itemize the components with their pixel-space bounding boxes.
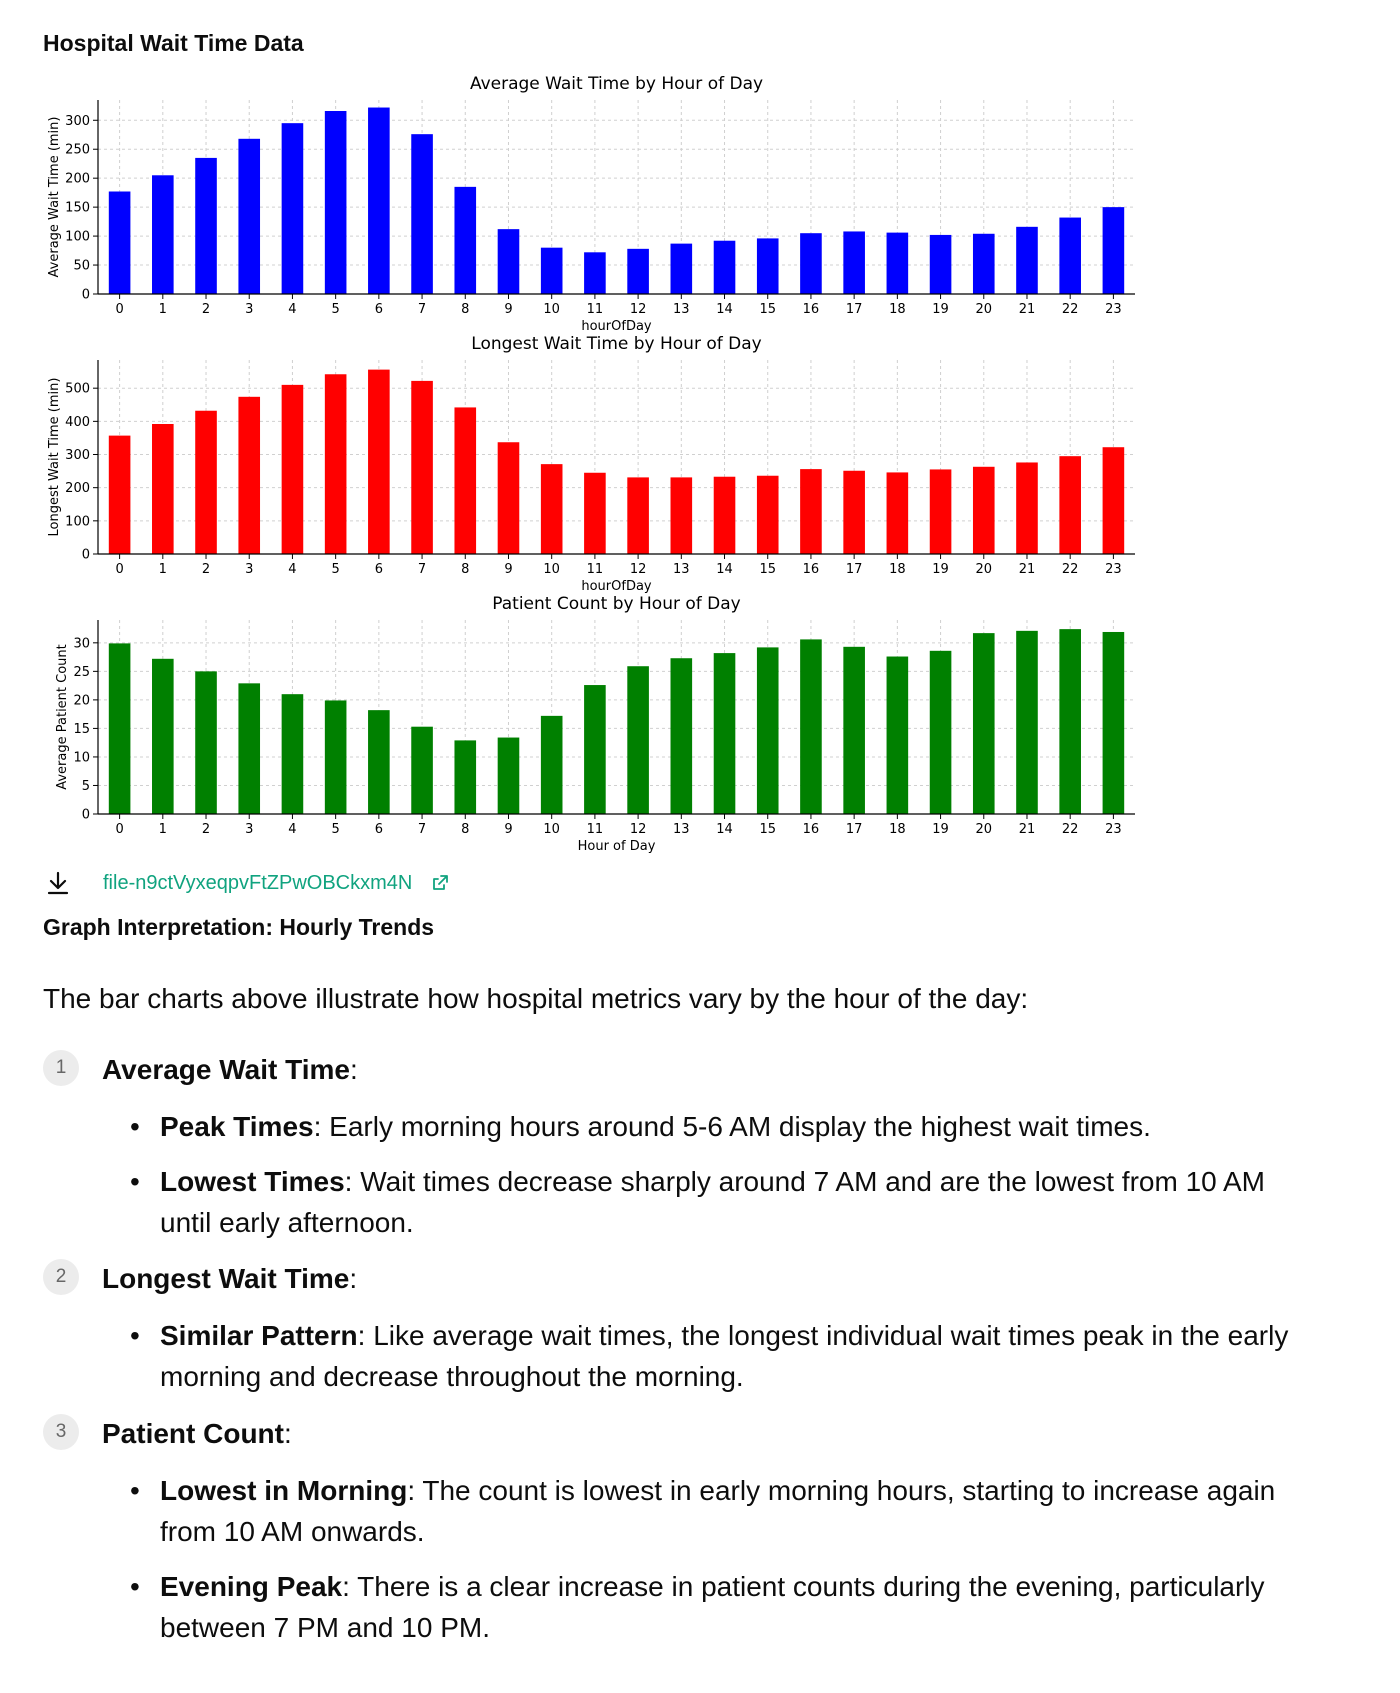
- y-tick-label: 150: [65, 200, 90, 216]
- y-tick-label: 0: [81, 547, 90, 563]
- bullet-dot: •: [130, 1111, 140, 1142]
- file-attachment: [43, 867, 450, 899]
- x-tick-label: 15: [759, 562, 777, 577]
- x-tick-label: 14: [716, 562, 733, 577]
- bullet-label: Evening Peak: [160, 1571, 343, 1602]
- y-tick-label: 5: [81, 778, 90, 794]
- y-tick-label: 200: [65, 171, 90, 187]
- x-tick-label: 2: [201, 562, 211, 577]
- bar: [411, 134, 433, 294]
- x-tick-label: 4: [288, 302, 297, 317]
- bar: [887, 657, 909, 814]
- x-tick-label: 17: [845, 562, 863, 577]
- y-axis-label: Longest Wait Time (min): [47, 377, 62, 537]
- x-tick-label: 7: [417, 822, 427, 837]
- bar: [411, 381, 433, 554]
- bar: [152, 175, 174, 294]
- bullet-item: • Evening Peak: There is a clear increase in patient counts during the evening, particularly between 7 PM and 10 PM.: [160, 1566, 1265, 1648]
- bar: [714, 241, 736, 294]
- bullet-label: Similar Pattern: [160, 1320, 358, 1351]
- bar: [584, 473, 606, 554]
- x-tick-label: 22: [1061, 302, 1079, 317]
- bar: [282, 385, 304, 554]
- bar: [411, 727, 433, 814]
- x-axis-label: Hour of Day: [577, 839, 656, 854]
- x-tick-label: 9: [504, 302, 513, 317]
- bar: [238, 683, 260, 814]
- bullet-dot: •: [130, 1571, 140, 1602]
- bar: [1103, 207, 1125, 294]
- hourly-charts-figure: [0, 70, 1400, 860]
- x-tick-label: 1: [158, 562, 167, 577]
- list-number: 2: [43, 1259, 79, 1295]
- x-tick-label: 16: [802, 822, 820, 837]
- x-tick-label: 12: [629, 822, 647, 837]
- bar: [887, 233, 909, 294]
- y-tick-label: 300: [65, 113, 90, 129]
- list-item-title: Average Wait Time:: [102, 1054, 358, 1085]
- bar: [843, 471, 865, 554]
- chart-1: [47, 74, 1135, 334]
- y-tick-label: 0: [81, 287, 90, 303]
- bar: [973, 467, 995, 554]
- bar: [757, 476, 779, 554]
- bar: [584, 252, 606, 294]
- list-number: 1: [43, 1050, 79, 1086]
- x-tick-label: 7: [417, 562, 427, 577]
- x-tick-label: 4: [288, 562, 297, 577]
- chart-3: [55, 594, 1135, 854]
- bar: [541, 464, 563, 554]
- x-axis-label: hourOfDay: [581, 579, 652, 594]
- x-tick-label: 23: [1105, 822, 1122, 837]
- y-tick-label: 100: [65, 229, 90, 245]
- x-tick-label: 22: [1061, 562, 1079, 577]
- bar: [454, 740, 476, 814]
- bar: [1103, 447, 1125, 554]
- x-tick-label: 5: [331, 562, 340, 577]
- chart-title: Average Wait Time by Hour of Day: [469, 74, 764, 94]
- bar: [757, 647, 779, 814]
- bullet-text-continued: from 10 AM onwards.: [160, 1516, 425, 1547]
- bar: [152, 424, 174, 554]
- bullet-label: Lowest Times: [160, 1166, 345, 1197]
- bullet-dot: •: [130, 1166, 140, 1197]
- x-tick-label: 21: [1018, 562, 1036, 577]
- x-tick-label: 19: [932, 822, 949, 837]
- bar: [930, 469, 952, 554]
- x-tick-label: 10: [543, 562, 560, 577]
- bar: [627, 477, 649, 554]
- x-tick-label: 23: [1105, 302, 1122, 317]
- y-tick-label: 20: [73, 693, 90, 709]
- bullet-text-continued: morning and decrease throughout the morning.: [160, 1361, 744, 1392]
- bullet-dot: •: [130, 1320, 140, 1351]
- x-tick-label: 2: [201, 822, 211, 837]
- x-tick-label: 3: [245, 822, 254, 837]
- x-tick-label: 22: [1061, 822, 1079, 837]
- x-tick-label: 0: [115, 562, 124, 577]
- bullet-text: Wait times decrease sharply around 7 AM and are the lowest from 10 AM: [360, 1166, 1265, 1197]
- bar: [282, 123, 304, 294]
- x-tick-label: 8: [461, 822, 470, 837]
- bar: [627, 249, 649, 294]
- x-tick-label: 17: [845, 302, 863, 317]
- x-tick-label: 23: [1105, 562, 1122, 577]
- bar: [238, 397, 260, 554]
- x-tick-label: 3: [245, 302, 254, 317]
- bullet-item: • Lowest in Morning: The count is lowest in early morning hours, starting to increase again from 10 AM onwards.: [160, 1470, 1275, 1552]
- bar: [195, 158, 217, 294]
- bar: [498, 738, 520, 814]
- x-tick-label: 15: [759, 302, 777, 317]
- bar: [325, 700, 347, 814]
- x-tick-label: 9: [504, 822, 513, 837]
- x-tick-label: 20: [975, 822, 993, 837]
- bar: [1059, 629, 1081, 814]
- bar: [541, 248, 563, 294]
- x-tick-label: 17: [845, 822, 863, 837]
- bar: [1016, 462, 1038, 554]
- bullet-text: There is a clear increase in patient counts during the evening, particularly: [357, 1571, 1265, 1602]
- bar: [1016, 227, 1038, 294]
- y-axis-label: Average Wait Time (min): [47, 116, 62, 278]
- x-tick-label: 6: [374, 302, 383, 317]
- bullet-text: Early morning hours around 5-6 AM display the highest wait times.: [329, 1111, 1151, 1142]
- bullet-item: • Lowest Times: Wait times decrease sharply around 7 AM and are the lowest from 10 AM until early afternoon.: [160, 1161, 1265, 1243]
- chart-title: Patient Count by Hour of Day: [492, 594, 741, 614]
- x-tick-label: 16: [802, 562, 820, 577]
- bar: [1016, 631, 1038, 814]
- x-tick-label: 18: [889, 822, 906, 837]
- x-tick-label: 20: [975, 562, 993, 577]
- y-tick-label: 250: [65, 142, 90, 158]
- bullet-text-continued: between 7 PM and 10 PM.: [160, 1612, 490, 1643]
- file-link[interactable]: file-n9ctVyxeqpvFtZPwOBCkxm4N: [103, 871, 413, 894]
- list-item-title-text: Patient Count: [102, 1418, 284, 1449]
- x-tick-label: 8: [461, 302, 470, 317]
- x-tick-label: 12: [629, 562, 647, 577]
- x-tick-label: 19: [932, 302, 949, 317]
- bar: [843, 231, 865, 294]
- x-tick-label: 14: [716, 302, 733, 317]
- x-tick-label: 18: [889, 302, 906, 317]
- bar: [541, 716, 563, 814]
- bar: [800, 233, 822, 294]
- y-tick-label: 30: [73, 636, 90, 652]
- bullet-item: • Similar Pattern: Like average wait times, the longest individual wait times peak in the early morning and decrease throughout the morning.: [160, 1315, 1288, 1397]
- section-heading: Hospital Wait Time Data: [43, 30, 304, 56]
- x-tick-label: 21: [1018, 822, 1036, 837]
- bar: [195, 671, 217, 814]
- intro-paragraph: The bar charts above illustrate how hospital metrics vary by the hour of the day:: [43, 983, 1029, 1014]
- bar: [800, 639, 822, 814]
- bar: [368, 108, 390, 294]
- x-tick-label: 1: [158, 822, 167, 837]
- bar: [1059, 218, 1081, 294]
- bar: [800, 469, 822, 554]
- bar: [627, 666, 649, 814]
- y-tick-label: 0: [81, 807, 90, 823]
- y-tick-label: 400: [65, 414, 90, 430]
- bar: [454, 407, 476, 554]
- bullet-text: Like average wait times, the longest individual wait times peak in the early: [373, 1320, 1289, 1351]
- x-tick-label: 10: [543, 822, 560, 837]
- x-tick-label: 6: [374, 562, 383, 577]
- bar: [238, 139, 260, 294]
- x-axis-label: hourOfDay: [581, 319, 652, 334]
- bar: [282, 694, 304, 814]
- x-tick-label: 21: [1018, 302, 1036, 317]
- y-tick-label: 300: [65, 448, 90, 464]
- y-tick-label: 15: [73, 721, 90, 737]
- interpretation-heading: Graph Interpretation: Hourly Trends: [43, 914, 435, 940]
- list-item-title-text: Longest Wait Time: [102, 1263, 350, 1294]
- bar: [368, 370, 390, 554]
- download-icon[interactable]: [43, 868, 73, 898]
- chart-title: Longest Wait Time by Hour of Day: [471, 334, 762, 354]
- bullet-text: The count is lowest in early morning hours, starting to increase again: [422, 1475, 1276, 1506]
- y-tick-label: 100: [65, 514, 90, 530]
- bar: [195, 411, 217, 554]
- bullet-item: • Peak Times: Early morning hours around 5-6 AM display the highest wait times.: [160, 1106, 1151, 1147]
- bar: [109, 643, 131, 814]
- y-tick-label: 200: [65, 481, 90, 497]
- bar: [887, 472, 909, 554]
- x-tick-label: 13: [673, 822, 690, 837]
- bullet-dot: •: [130, 1475, 140, 1506]
- chart-2: [47, 334, 1135, 594]
- bar: [368, 710, 390, 814]
- bar: [325, 111, 347, 294]
- x-tick-label: 6: [374, 822, 383, 837]
- x-tick-label: 5: [331, 302, 340, 317]
- x-tick-label: 10: [543, 302, 560, 317]
- bar: [714, 653, 736, 814]
- bar: [973, 633, 995, 814]
- list-item-title-text: Average Wait Time: [102, 1054, 350, 1085]
- x-tick-label: 0: [115, 822, 124, 837]
- x-tick-label: 2: [201, 302, 211, 317]
- x-tick-label: 8: [461, 562, 470, 577]
- bar: [498, 229, 520, 294]
- x-tick-label: 5: [331, 822, 340, 837]
- bar: [757, 238, 779, 294]
- x-tick-label: 15: [759, 822, 777, 837]
- bar: [109, 436, 131, 554]
- bar: [1059, 456, 1081, 554]
- external-link-icon[interactable]: [430, 873, 450, 893]
- list-item-title: Patient Count:: [102, 1418, 292, 1449]
- list-number: 3: [43, 1414, 79, 1450]
- bar: [454, 187, 476, 294]
- x-tick-label: 1: [158, 302, 167, 317]
- bar: [109, 191, 131, 294]
- bar: [584, 685, 606, 814]
- x-tick-label: 12: [629, 302, 647, 317]
- bar: [325, 374, 347, 554]
- bar: [714, 477, 736, 554]
- bullet-label: Lowest in Morning: [160, 1475, 408, 1506]
- x-tick-label: 4: [288, 822, 297, 837]
- x-tick-label: 7: [417, 302, 427, 317]
- y-tick-label: 25: [73, 664, 90, 680]
- x-tick-label: 11: [586, 562, 604, 577]
- y-tick-label: 500: [65, 381, 90, 397]
- x-tick-label: 13: [673, 562, 690, 577]
- bar: [152, 659, 174, 814]
- y-axis-label: Average Patient Count: [55, 644, 70, 790]
- x-tick-label: 3: [245, 562, 254, 577]
- bar: [843, 647, 865, 814]
- x-tick-label: 9: [504, 562, 513, 577]
- bar: [1103, 632, 1125, 814]
- bar: [930, 651, 952, 814]
- bar: [671, 658, 693, 814]
- x-tick-label: 14: [716, 822, 733, 837]
- x-tick-label: 20: [975, 302, 993, 317]
- y-tick-label: 50: [73, 258, 90, 274]
- x-tick-label: 16: [802, 302, 820, 317]
- x-tick-label: 19: [932, 562, 949, 577]
- bullet-text-continued: until early afternoon.: [160, 1207, 414, 1238]
- bar: [930, 235, 952, 294]
- y-tick-label: 10: [73, 750, 90, 766]
- x-tick-label: 13: [673, 302, 690, 317]
- x-tick-label: 11: [586, 822, 604, 837]
- bar: [498, 442, 520, 554]
- bar: [671, 244, 693, 294]
- list-item-title: Longest Wait Time:: [102, 1263, 358, 1294]
- bar: [671, 477, 693, 554]
- x-tick-label: 11: [586, 302, 604, 317]
- bar: [973, 234, 995, 294]
- x-tick-label: 0: [115, 302, 124, 317]
- x-tick-label: 18: [889, 562, 906, 577]
- bullet-label: Peak Times: [160, 1111, 314, 1142]
